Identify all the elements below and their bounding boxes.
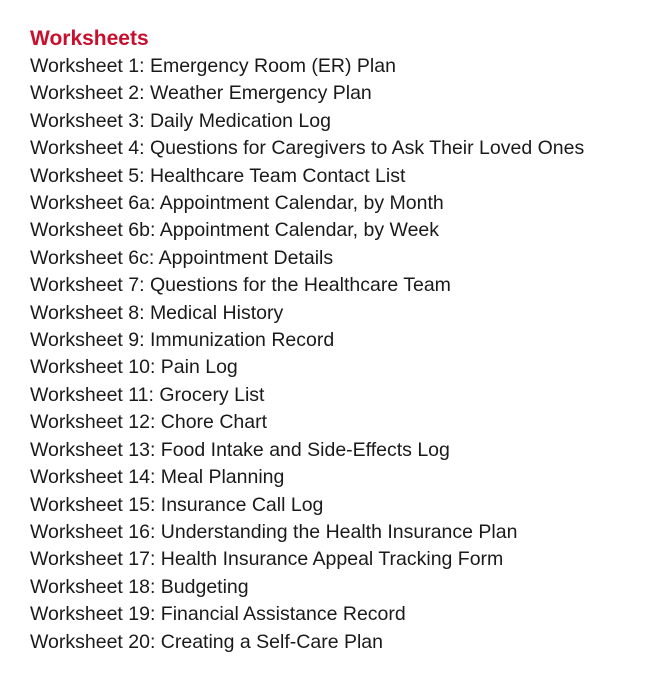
worksheet-item: Worksheet 2: Weather Emergency Plan (30, 82, 372, 105)
worksheet-item: Worksheet 10: Pain Log (30, 356, 238, 379)
worksheet-item: Worksheet 4: Questions for Caregivers to Ask Their Loved Ones (30, 137, 585, 160)
section-heading: Worksheets (30, 27, 149, 50)
worksheet-item: Worksheet 8: Medical History (30, 301, 284, 324)
worksheet-item: Worksheet 18: Budgeting (30, 575, 249, 598)
worksheet-item: Worksheet 11: Grocery List (30, 383, 265, 406)
worksheet-item: Worksheet 15: Insurance Call Log (30, 493, 324, 516)
worksheet-item: Worksheet 3: Daily Medication Log (30, 109, 331, 132)
worksheet-item: Worksheet 9: Immunization Record (30, 329, 335, 352)
worksheet-item: Worksheet 5: Healthcare Team Contact List (30, 164, 406, 187)
worksheet-list (30, 53, 655, 656)
worksheet-item: Worksheet 14: Meal Planning (30, 466, 285, 489)
worksheet-item: Worksheet 17: Health Insurance Appeal Tracking Form (30, 548, 504, 571)
worksheet-item: Worksheet 6b: Appointment Calendar, by Week (30, 219, 440, 242)
worksheet-item: Worksheet 6a: Appointment Calendar, by Month (30, 192, 444, 215)
worksheet-item: Worksheet 6c: Appointment Details (30, 246, 334, 269)
worksheets-section (30, 25, 655, 656)
worksheet-item: Worksheet 16: Understanding the Health Insurance Plan (30, 520, 518, 543)
worksheet-item: Worksheet 13: Food Intake and Side-Effects Log (30, 438, 450, 461)
worksheet-item: Worksheet 12: Chore Chart (30, 411, 267, 434)
worksheet-item: Worksheet 19: Financial Assistance Record (30, 603, 406, 626)
worksheet-item: Worksheet 20: Creating a Self-Care Plan (30, 630, 383, 653)
worksheet-item: Worksheet 7: Questions for the Healthcare Team (30, 274, 451, 297)
worksheet-item: Worksheet 1: Emergency Room (ER) Plan (30, 55, 396, 77)
